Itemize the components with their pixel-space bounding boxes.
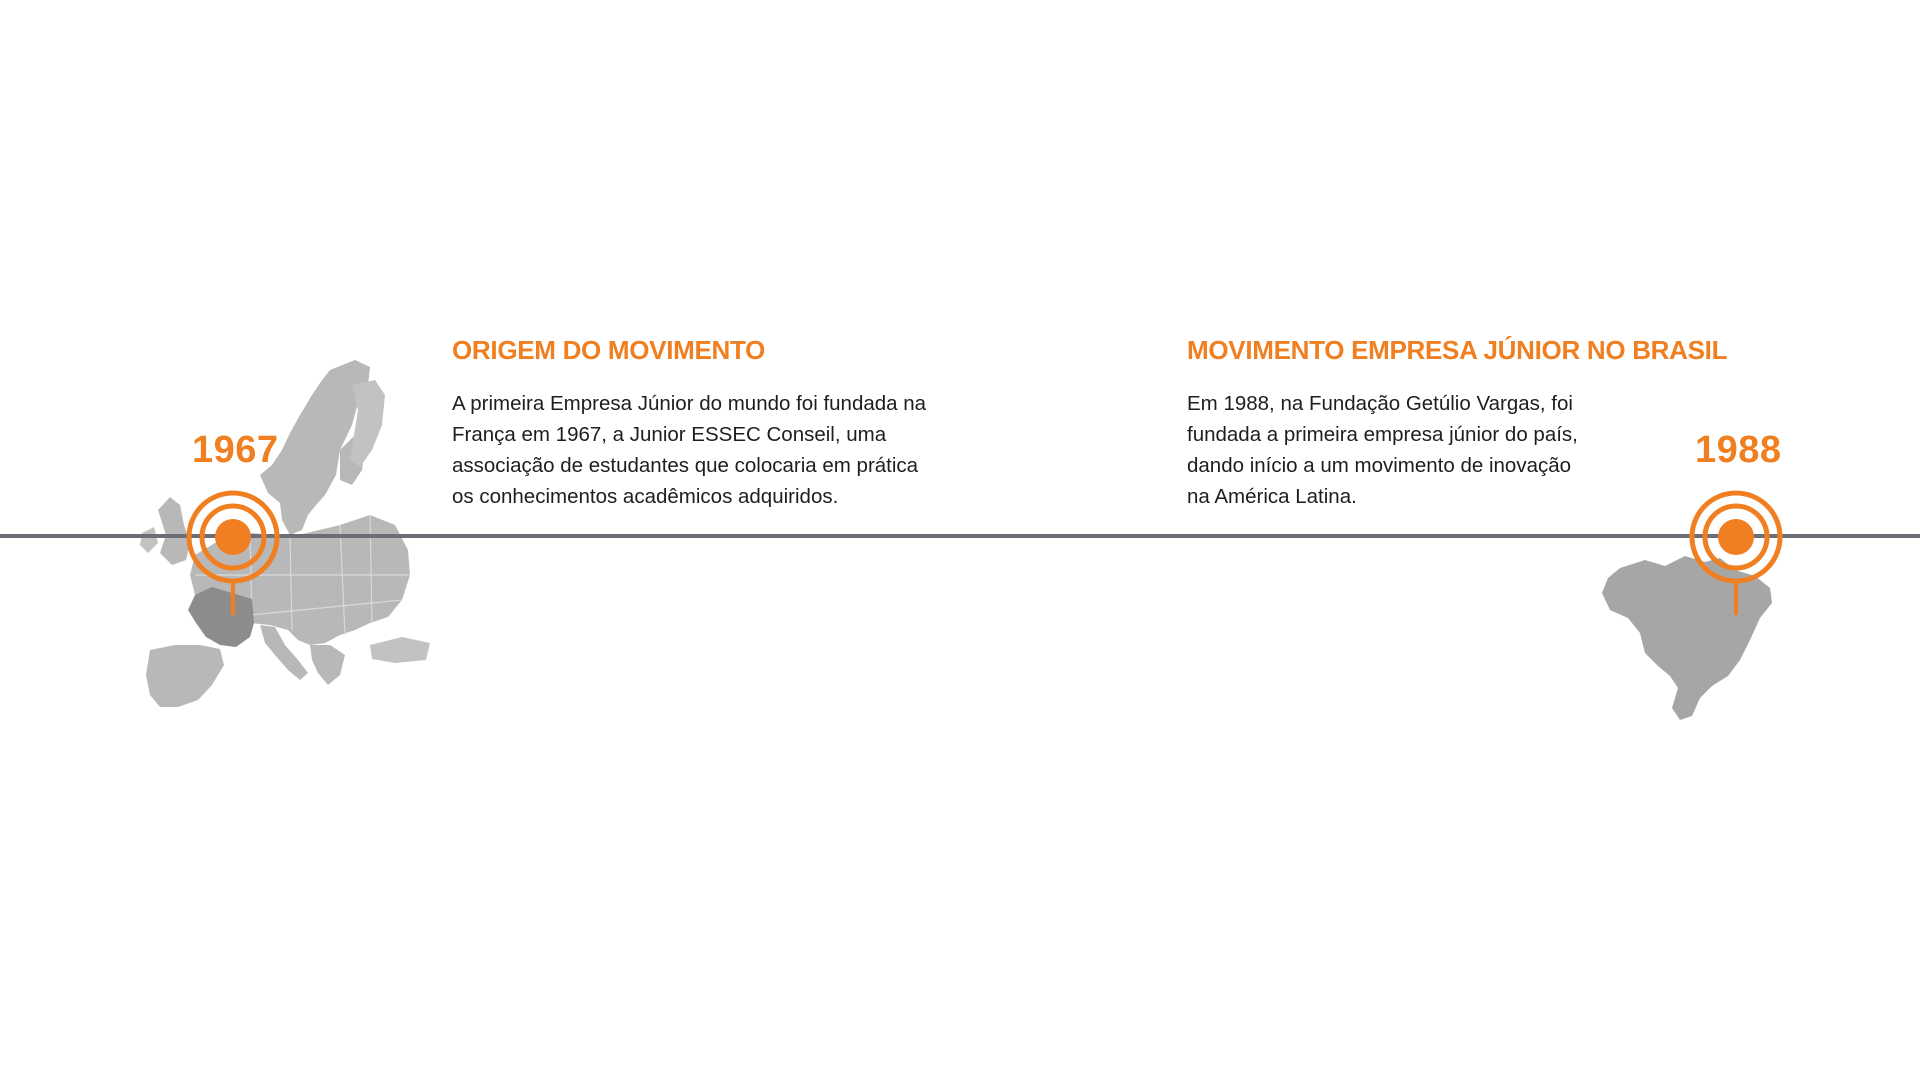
timeline-entry-1988 bbox=[1187, 335, 1747, 512]
year-1988-label: 1988 bbox=[1695, 429, 1782, 471]
section-title: MOVIMENTO EMPRESA JÚNIOR NO BRASIL bbox=[1187, 335, 1728, 365]
section-text: Em 1988, na Fundação Getúlio Vargas, foi fundada a primeira empresa júnior do país, dando início a um movimento de inovação na América Latina. bbox=[1187, 392, 1578, 508]
timeline-line bbox=[0, 534, 1920, 538]
section-text: A primeira Empresa Júnior do mundo foi fundada na França em 1967, a Junior ESSEC Conseil, uma associação de estudantes que colocaria em prática os conhecimentos acadêmicos adquiridos. bbox=[452, 392, 927, 508]
timeline-entry-1967 bbox=[452, 335, 1012, 512]
location-target-icon bbox=[183, 487, 283, 617]
section-title: ORIGEM DO MOVIMENTO bbox=[452, 335, 766, 365]
year-1967-label: 1967 bbox=[192, 429, 279, 471]
